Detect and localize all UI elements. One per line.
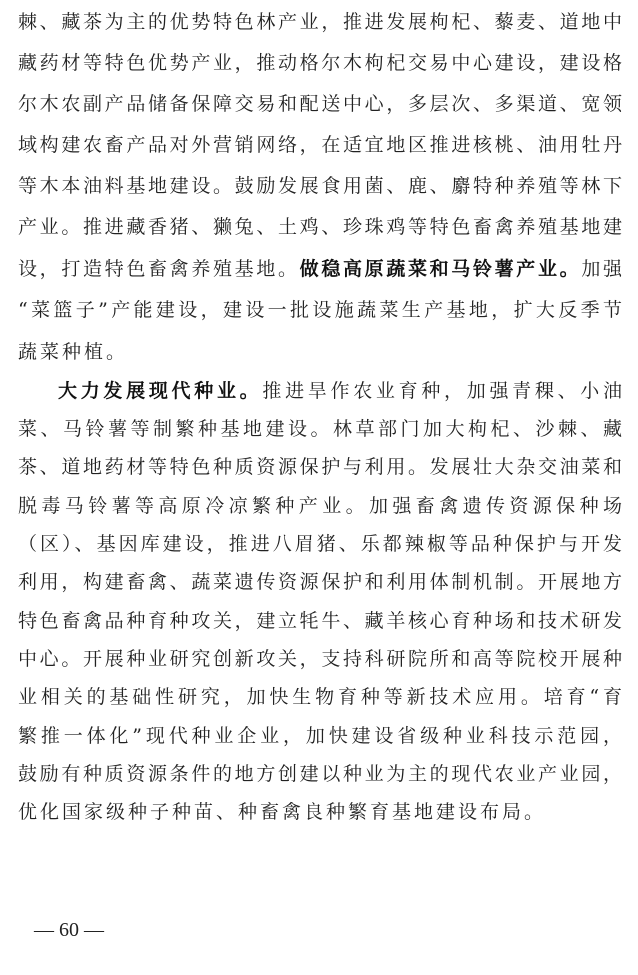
text-line: “菜篮子”产能建设，建设一批设施蔬菜生产基地，扩大反季节 <box>18 299 622 321</box>
text-line: 特色畜禽品种育种攻关，建立牦牛、藏羊核心育种场和技术研发 <box>18 610 622 632</box>
bold-heading-seed-industry: 大力发展现代种业。 <box>58 380 263 402</box>
text-span: 设，打造特色畜禽养殖基地。 <box>18 258 300 280</box>
text-line: 尔木农副产品储备保障交易和配送中心，多层次、多渠道、宽领 <box>18 93 622 115</box>
text-line: 等木本油料基地建设。鼓励发展食用菌、鹿、麝特种养殖等林下 <box>18 175 622 197</box>
text-line: 产业。推进藏香猪、獭兔、土鸡、珍珠鸡等特色畜禽养殖基地建 <box>18 216 622 238</box>
text-line: 中心。开展种业研究创新攻关，支持科研院所和高等院校开展种 <box>18 648 622 670</box>
text-line: 棘、藏茶为主的优势特色林产业，推进发展枸杞、藜麦、道地中 <box>18 11 622 33</box>
text-line: 菜、马铃薯等制繁种基地建设。林草部门加大枸杞、沙棘、藏 <box>18 418 622 440</box>
text-line: 藏药材等特色优势产业，推动格尔木枸杞交易中心建设，建设格 <box>18 52 622 74</box>
text-line <box>18 254 622 284</box>
text-span: 加强 <box>581 258 622 280</box>
text-line: 域构建农畜产品对外营销网络，在适宜地区推进核桃、油用牡丹 <box>18 134 622 156</box>
text-span: 推进旱作农业育种，加强青稞、小油 <box>262 380 622 402</box>
text-line: 繁推一体化”现代种业企业，加快建设省级种业科技示范园， <box>18 725 622 747</box>
text-line: 茶、道地药材等特色种质资源保护与利用。发展壮大杂交油菜和 <box>18 456 622 478</box>
page-number: — 60 — <box>34 919 104 941</box>
text-line: 优化国家级种子种苗、种畜禽良种繁育基地建设布局。 <box>18 801 547 823</box>
bold-heading-vegetables-potato: 做稳高原蔬菜和马铃薯产业。 <box>299 258 582 280</box>
text-line: 脱毒马铃薯等高原冷凉繁种产业。加强畜禽遗传资源保种场 <box>18 495 622 517</box>
text-line: （区）、基因库建设，推进八眉猪、乐都辣椒等品种保护与开发 <box>18 533 622 555</box>
text-line <box>18 376 622 406</box>
text-line: 鼓励有种质资源条件的地方创建以种业为主的现代农业产业园， <box>18 763 622 785</box>
text-line: 利用，构建畜禽、蔬菜遗传资源保护和利用体制机制。开展地方 <box>18 571 622 593</box>
text-line: 业相关的基础性研究，加快生物育种等新技术应用。培育“育 <box>18 686 622 708</box>
text-line: 蔬菜种植。 <box>18 341 129 363</box>
